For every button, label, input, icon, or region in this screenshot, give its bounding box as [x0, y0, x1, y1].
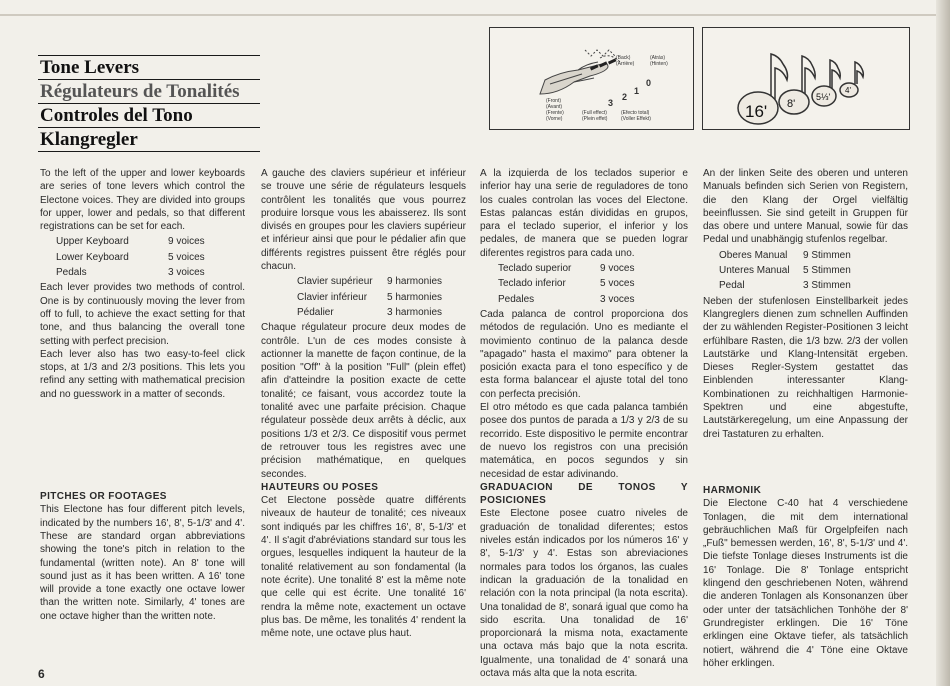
label-avant: (Avant): [546, 104, 563, 110]
label-atras: (Atrás): [650, 55, 665, 61]
spanish-heading: GRADUACION DE TONOS Y POSICIONES: [480, 481, 688, 507]
label-frente: (Frente): [546, 110, 564, 116]
english-paragraph-3: Each lever also has two easy-to-feel click stops, at 1/3 and 2/3 positions. This lets you refind any setting with mathematical precision and no guesswork in a matter of seconds.: [40, 348, 245, 400]
spanish-column: [480, 167, 688, 680]
table-row: Pedals 3 voices: [56, 267, 205, 279]
spanish-paragraph-3: El otro método es que cada palanca también posee dos puntos de parada a 1/3 y 2/3 de su recorrido. Este dispositivo le permite encontrar de nuevo los registros con una precisión matemática, en pocos segundos y sin necesidad de estar adivinando.: [480, 402, 688, 480]
label-8ft: 8': [787, 98, 796, 110]
label-arriere: (Arrière): [616, 61, 635, 67]
table-row: Pedal 3 Stimmen: [719, 280, 851, 292]
label-hinten: (Hinten): [650, 61, 668, 67]
top-border: [0, 14, 950, 16]
french-column: [261, 167, 466, 640]
label-efecto: (Efecto total): [621, 110, 650, 116]
french-heading: HAUTEURS OU POSES: [261, 481, 379, 493]
label-plein: (Plein effet): [582, 116, 608, 122]
title-english: Tone Levers: [40, 57, 140, 78]
german-voice-table: [717, 247, 853, 295]
spanish-voice-table: [496, 260, 636, 308]
label-5-1-3ft: 5⅓': [816, 92, 831, 102]
table-row: Clavier supérieur 9 harmonies: [297, 276, 443, 288]
table-row: Upper Keyboard 9 voices: [56, 236, 205, 248]
page-edge: [936, 0, 950, 686]
english-heading: PITCHES OR FOOTAGES: [40, 491, 167, 503]
french-voice-table: [295, 273, 444, 321]
label-back: (Back): [616, 55, 631, 61]
table-row: Teclado inferior 5 voces: [498, 278, 635, 290]
title-block: [38, 55, 260, 152]
german-intro: An der linken Seite des oberen und unteren Manuals befinden sich Serien von Registern, die den Klang der Orgel vielfältig beeinflussen. Sie sind geteilt in Gruppen für das obere und untere Manual, sowie für das Pedal und unabhängig stufenlos regelbar.: [703, 168, 908, 246]
german-heading: HARMONIK: [703, 484, 762, 496]
title-german: Klangregler: [40, 129, 138, 150]
french-paragraph-2: Chaque régulateur procure deux modes de contrôle. L'un de ces modes consiste à actionner la manette de façon continue, de la position "Off" à la position "Full" (plein effet) afin d'atteindre la position exacte de cette tonalité; ce faisant, vous accordez toute la tonalité avec une parfaite précision. Chaque régulateur possède deux arrêts à déclic, aux positions 1/3 et 2/3. Ce dispositif vous permet de retrouver tous les registres avec une précision mathématique, en quelques secondes.: [261, 322, 466, 480]
spanish-paragraph-2: Cada palanca de control proporciona dos métodos de regulación. Uno es mediante el movimiento continuo de la palanca desde "apagado" hasta el maximo" para obtener la posición exacta para el tono específico y de esta forma balancear el ajuste total del tono con perfecta precisión.: [480, 308, 688, 400]
table-row: Pédalier 3 harmonies: [297, 306, 443, 318]
title-french: Régulateurs de Tonalités: [40, 81, 240, 102]
table-row: Lower Keyboard 5 voices: [56, 251, 205, 263]
english-intro: To the left of the upper and lower keyboards are series of tone levers which control the Electone voices. They are divided into groups for upper, lower and pedals, so that different registrations can be set for each.: [40, 168, 245, 233]
german-paragraph-2: Neben der stufenlosen Einstellbarkeit jedes Klangreglers dienen zum schnellen Auffinden der zu wählenden Register-Positionen 3 leicht erfühlbare Rasten, die 1/3 bzw. 2/3 der vollen Lautstärke und Klang-Intensität ergeben. Dieses Regler-System gestattet das Einblenden interessanter Klang-Kombinationen zu reichhaltigen Harmonie-Spektren und eine abgestufte, Lautstärkeregelung, um eine Anpassung der drei Tastaturen zu erhalten.: [703, 295, 908, 440]
stop-1: 1: [634, 86, 640, 96]
label-full: (Full effect): [582, 110, 607, 116]
table-row: Clavier inférieur 5 harmonies: [297, 291, 443, 303]
stop-3: 3: [608, 98, 614, 108]
spanish-paragraph-4: Este Electone posee cuatro niveles de graduación de tonalidad diferentes; estos niveles están indicados por los números 16' y 8', 5-1/3' y 4'. Estas son abreviaciones normales para todos los órganos, las cuales indican la graduación de la tonalidad en relación con la nota principal (la nota escrita). Una tonalidad de 8', sonará igual que como ha sido escrita. Una tonalidad de 16' proporcionará la misma nota, exactamente una octava más bajo que la nota escrita. Igualmente, una tonalidad de 4' sonará una octava más alta que la nota escrita.: [480, 508, 688, 679]
german-paragraph-3: Die Electone C-40 hat 4 verschiedene Tonlagen, die mit dem international gebräuchlichen Maß für Orgelpfeifen nach „Fuß" bemessen werden, 16', 8', 5-1/3' und 4'. Die tiefste Tonlage dieses Instruments ist die 16' Tonlage. Die 8' Tonlage entspricht klingend den geschriebenen Noten, während die anderen Tonlagen als Konsonanzen über oder unter der tatsächlichen Tonhöhe der 8' Grundregister erklingen. Die 16' Töne erklingen eine Oktave tiefer, als tatsächlich notiert, während die 4' Töne eine Oktave höher erklingen.: [703, 498, 908, 669]
table-row: Oberes Manual 9 Stimmen: [719, 249, 851, 261]
label-4ft: 4': [845, 86, 851, 95]
stop-2: 2: [622, 92, 628, 102]
label-front: (Front): [546, 98, 561, 104]
french-paragraph-3: Cet Electone possède quatre différents niveaux de hauteur de tonalité; ces niveaux sont indiqués par les chiffres 16', 8', 5-1/3' et 4'. Il s'agit d'abréviations standard sur tous les orgues, lesquelles indiquent la hauteur de la tonalité relativement au son fondamental (la note écrite). Une tonalité 8' est la même note que celle qui est écrite. Une tonalité 16' rendra la même note, exactement un octave plus bas. De même, les tonalités 4' rendent la même note, une octave plus haut.: [261, 495, 466, 640]
stop-0: 0: [646, 78, 652, 88]
german-column: [703, 167, 908, 670]
spanish-intro: A la izquierda de los teclados superior e inferior hay una serie de reguladores de tono los cuales controlan las voces del Electone. Estas palancas están divididas en grupos, para el teclado superior, el inferior y los pedales, de manera que se pueden lograr diferentes registros para cada uno.: [480, 168, 688, 259]
label-16ft: 16': [745, 102, 768, 121]
english-column: [40, 167, 245, 623]
title-spanish: Controles del Tono: [40, 105, 193, 126]
label-voller: (Voller Effekt): [621, 116, 651, 122]
label-vorne: (Vorne): [546, 116, 563, 122]
english-voice-table: [54, 233, 207, 281]
french-intro: A gauche des claviers supérieur et inférieur se trouve une série de régulateurs lesquels contrôlent les tonalités que vous pourrez produire lorsque vous les abaisserez. Ils sont divisés en groupes pour les claviers supérieur et inférieur ainsi que pour le pédalier afin que différents registres puissent être réglés pour chacun.: [261, 168, 466, 273]
table-row: Unteres Manual 5 Stimmen: [719, 265, 851, 277]
table-row: Pedales 3 voces: [498, 293, 635, 305]
english-paragraph-2: Each lever provides two methods of control. One is by continuously moving the lever from off to full, to achieve the exact setting for that tone, and thus balancing the overall tone setting with perfect precision.: [40, 282, 245, 347]
english-paragraph-4: This Electone has four different pitch levels, indicated by the numbers 16', 8', 5-1/3' and 4'. These are standard organ abbreviations showing the tone's pitch in relation to the fundamental (written note). An 8' tone will sound just as it has been written. A 16' tone will provide a tone exactly one octave lower than the written note. Similarly, 4' tones are one octave higher than the written note.: [40, 504, 245, 622]
table-row: Teclado superior 9 voces: [498, 263, 635, 275]
notes-illustration: [703, 28, 909, 129]
tone-lever-figure: [489, 27, 694, 130]
footage-notes-figure: [702, 27, 910, 130]
page-number: 6: [38, 667, 45, 681]
